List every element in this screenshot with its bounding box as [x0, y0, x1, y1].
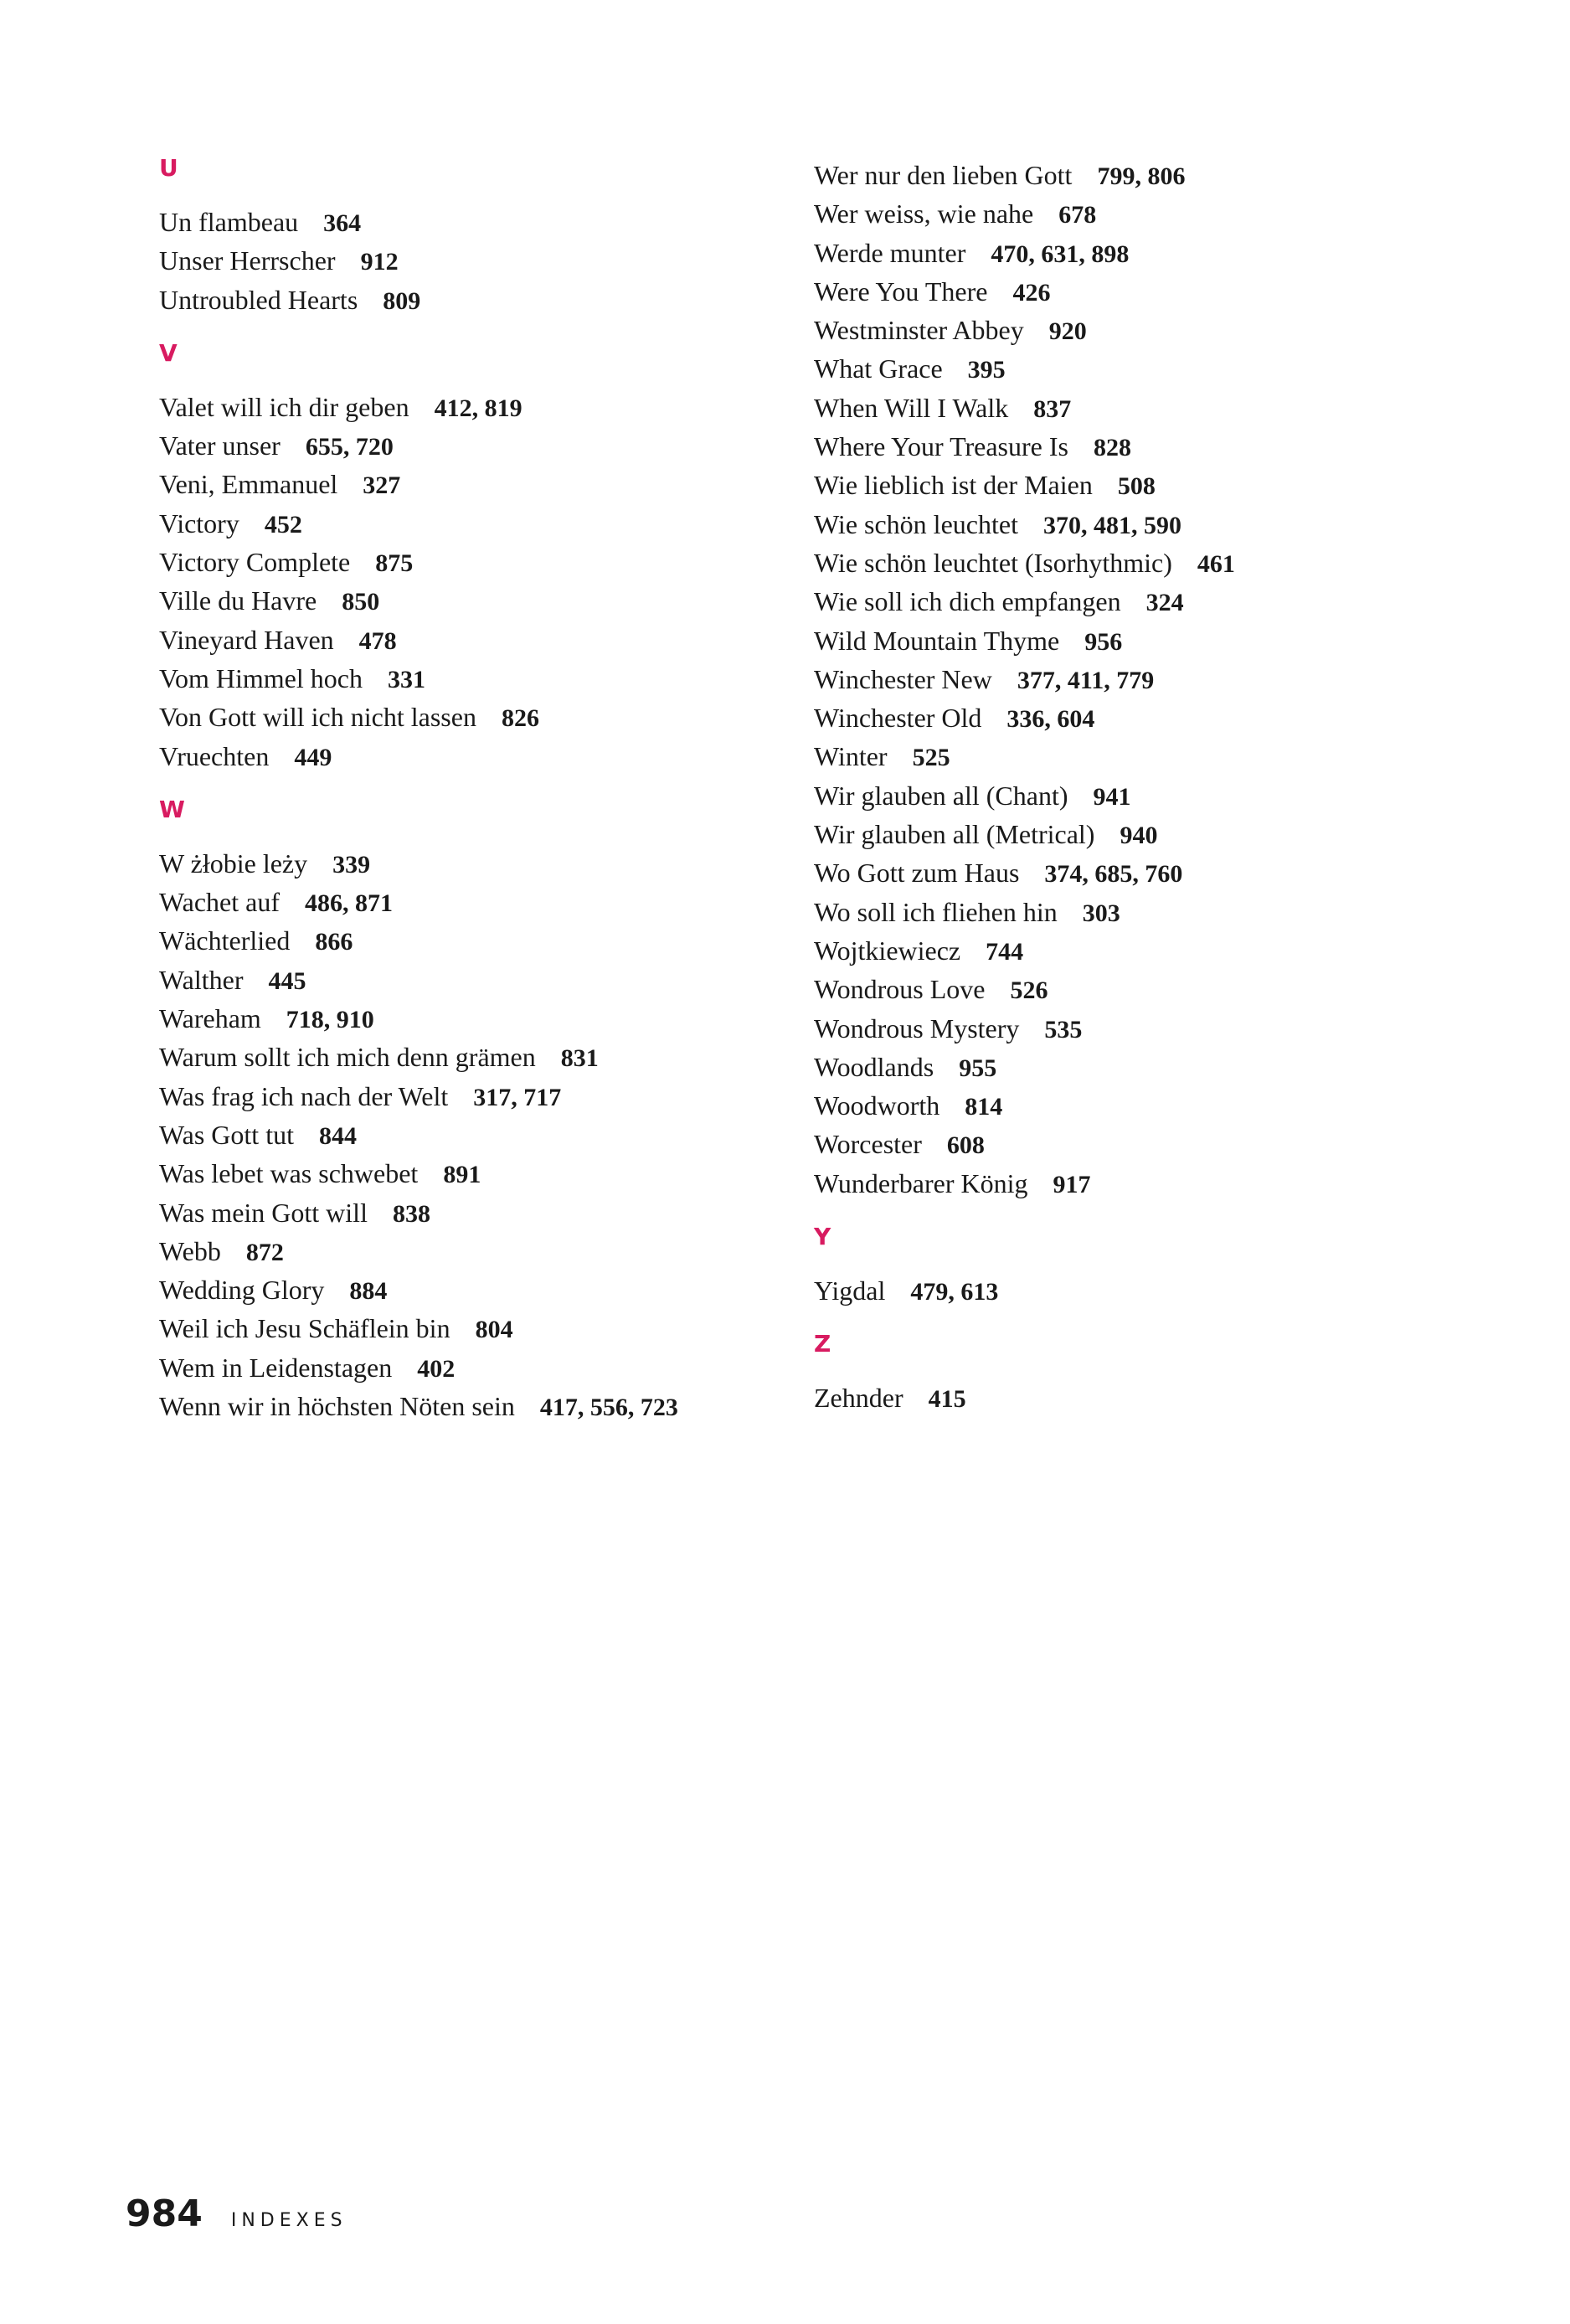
tune-name: Werde munter — [814, 237, 966, 268]
index-entry — [159, 1038, 829, 1076]
tune-name: Un flambeau — [159, 207, 299, 237]
section-letter: U — [159, 154, 178, 182]
tune-name: Vineyard Haven — [159, 624, 334, 655]
tune-name: Ville du Havre — [159, 585, 317, 616]
hymn-numbers: 331 — [387, 665, 425, 693]
tune-name: Victory — [159, 508, 239, 538]
tune-name: Wo soll ich fliehen hin — [814, 896, 1058, 927]
hymn-numbers: 831 — [560, 1044, 599, 1073]
tune-name: Wondrous Mystery — [814, 1013, 1020, 1043]
index-entry — [159, 426, 829, 465]
tune-name: Untroubled Hearts — [159, 284, 358, 315]
hymn-numbers: 478 — [358, 626, 397, 655]
entry-list — [814, 1271, 1484, 1310]
tune-name: Wild Mountain Thyme — [814, 625, 1060, 656]
hymn-numbers: 804 — [475, 1316, 513, 1344]
hymn-numbers: 525 — [912, 744, 950, 772]
tune-name: Wie lieblich ist der Maien — [814, 470, 1093, 501]
index-entry — [814, 389, 1484, 427]
index-entry — [814, 1125, 1484, 1163]
index-entry — [814, 776, 1484, 815]
index-entry — [159, 1309, 829, 1348]
hymn-numbers: 608 — [946, 1131, 985, 1160]
tune-name: When Will I Walk — [814, 392, 1009, 423]
index-entry — [814, 737, 1484, 776]
tune-name: Winchester Old — [814, 703, 982, 734]
entry-list — [814, 1378, 1484, 1417]
tune-name: Wedding Glory — [159, 1275, 325, 1306]
hymn-numbers: 317, 717 — [473, 1083, 562, 1111]
hymn-numbers: 872 — [245, 1238, 284, 1266]
index-entry — [814, 427, 1484, 466]
hymn-numbers: 891 — [443, 1161, 481, 1189]
hymn-numbers: 324 — [1145, 589, 1184, 617]
index-entry — [159, 737, 829, 776]
index-entry — [159, 581, 829, 620]
tune-name: Warum sollt ich mich denn grämen — [159, 1042, 536, 1073]
hymn-numbers: 535 — [1044, 1015, 1083, 1043]
hymn-numbers: 912 — [360, 248, 399, 276]
index-entry — [814, 698, 1484, 737]
index-entry — [159, 1077, 829, 1116]
running-head: INDEXES — [230, 2210, 347, 2231]
tune-name: Wo Gott zum Haus — [814, 858, 1020, 889]
tune-name: Wondrous Love — [814, 974, 986, 1005]
hymn-numbers: 799, 806 — [1097, 162, 1186, 190]
index-entry — [814, 505, 1484, 544]
hymn-numbers: 445 — [268, 966, 306, 995]
entry-list — [814, 156, 1484, 1203]
hymn-numbers: 678 — [1058, 201, 1097, 229]
hymn-numbers: 303 — [1082, 899, 1120, 927]
index-section — [814, 156, 1484, 1203]
index-entry — [159, 1270, 829, 1309]
tune-name: Vater unser — [159, 430, 281, 461]
hymn-numbers: 844 — [318, 1121, 357, 1150]
tune-name: Wächterlied — [159, 925, 291, 956]
hymn-numbers: 655, 720 — [305, 433, 394, 461]
index-entry — [159, 659, 829, 698]
index-section — [159, 797, 829, 1425]
hymn-numbers: 364 — [323, 209, 362, 237]
index-entry — [159, 1193, 829, 1232]
hymn-numbers: 508 — [1117, 472, 1156, 501]
tune-name: Yigdal — [814, 1275, 886, 1306]
index-entry — [814, 853, 1484, 892]
index-entry — [814, 1164, 1484, 1203]
section-letter: Z — [814, 1330, 831, 1358]
index-section — [814, 1332, 1484, 1417]
tune-name: Wojtkiewiecz — [814, 935, 961, 966]
index-entry — [814, 349, 1484, 388]
index-entry — [814, 893, 1484, 931]
hymn-numbers: 374, 685, 760 — [1044, 860, 1183, 889]
hymn-numbers: 884 — [349, 1277, 388, 1306]
index-column-right — [814, 156, 1484, 1418]
tune-name: Was mein Gott will — [159, 1197, 368, 1228]
hymn-numbers: 814 — [965, 1093, 1003, 1121]
tune-name: Wenn wir in höchsten Nöten sein — [159, 1391, 515, 1422]
index-entry — [159, 1232, 829, 1270]
tune-name: Wie schön leuchtet (Isorhythmic) — [814, 547, 1172, 578]
hymn-numbers: 327 — [363, 471, 401, 500]
index-entry — [159, 1154, 829, 1193]
index-entry — [814, 194, 1484, 233]
entry-list — [159, 203, 829, 319]
hymn-numbers: 526 — [1010, 976, 1048, 1005]
tune-name: Was Gott tut — [159, 1119, 294, 1150]
hymn-numbers: 452 — [264, 510, 302, 538]
hymn-numbers: 395 — [967, 356, 1006, 384]
index-entry — [159, 999, 829, 1038]
tune-name: Winter — [814, 741, 888, 772]
tune-name: Wie soll ich dich empfangen — [814, 586, 1121, 617]
hymn-numbers: 940 — [1120, 822, 1158, 850]
hymn-numbers: 415 — [928, 1385, 966, 1414]
hymn-numbers: 336, 604 — [1006, 705, 1095, 734]
index-entry — [159, 621, 829, 659]
hymn-numbers: 941 — [1093, 782, 1131, 811]
hymn-numbers: 866 — [315, 928, 353, 956]
index-entry — [159, 281, 829, 319]
index-entry — [159, 883, 829, 921]
hymn-numbers: 838 — [392, 1199, 430, 1228]
tune-name: Wir glauben all (Metrical) — [814, 819, 1095, 850]
tune-name: Was lebet was schwebet — [159, 1158, 419, 1189]
hymn-numbers: 718, 910 — [286, 1006, 374, 1034]
hymn-numbers: 377, 411, 779 — [1017, 666, 1155, 694]
index-entry — [159, 921, 829, 960]
page-number: 984 — [126, 2193, 203, 2235]
tune-name: Veni, Emmanuel — [159, 469, 338, 500]
index-entry — [159, 1348, 829, 1387]
tune-name: Von Gott will ich nicht lassen — [159, 702, 476, 733]
hymn-numbers: 470, 631, 898 — [991, 240, 1130, 268]
tune-name: Wem in Leidenstagen — [159, 1352, 393, 1383]
index-entry — [814, 1009, 1484, 1048]
tune-name: Weil ich Jesu Schäflein bin — [159, 1313, 450, 1344]
hymn-numbers: 479, 613 — [910, 1278, 999, 1306]
hymn-numbers: 955 — [959, 1054, 997, 1082]
index-entry — [159, 961, 829, 999]
index-entry — [814, 544, 1484, 582]
hymn-numbers: 809 — [383, 286, 421, 315]
tune-name: Wie schön leuchtet — [814, 508, 1018, 539]
tune-name: Where Your Treasure Is — [814, 431, 1068, 462]
index-entry — [814, 1271, 1484, 1310]
index-entry — [159, 203, 829, 241]
index-entry — [814, 931, 1484, 970]
hymn-numbers: 828 — [1093, 434, 1131, 462]
index-entry — [814, 1086, 1484, 1125]
tune-name: Wer nur den lieben Gott — [814, 160, 1073, 190]
hymn-numbers: 461 — [1197, 549, 1235, 578]
hymn-numbers: 486, 871 — [305, 889, 393, 918]
tune-name: Winchester New — [814, 663, 992, 694]
hymn-numbers: 917 — [1053, 1170, 1091, 1198]
hymn-numbers: 370, 481, 590 — [1042, 511, 1181, 539]
tune-name: What Grace — [814, 353, 943, 384]
tune-name: Webb — [159, 1235, 221, 1266]
index-entry — [814, 234, 1484, 272]
tune-name: Wunderbarer König — [814, 1167, 1028, 1198]
tune-name: W żłobie leży — [159, 848, 308, 879]
tune-name: Wer weiss, wie nahe — [814, 198, 1034, 229]
tune-name: Walther — [159, 964, 244, 995]
tune-name: Valet will ich dir geben — [159, 391, 409, 422]
tune-name: Unser Herrscher — [159, 245, 336, 276]
section-letter: Y — [814, 1223, 831, 1251]
tune-name: Westminster Abbey — [814, 315, 1024, 346]
tune-name: Were You There — [814, 276, 988, 307]
tune-name: Woodlands — [814, 1051, 934, 1082]
index-entry — [814, 466, 1484, 504]
tune-name: Wareham — [159, 1003, 261, 1034]
index-entry — [814, 660, 1484, 698]
index-entry — [159, 1116, 829, 1154]
index-section — [159, 338, 829, 776]
index-entry — [814, 1048, 1484, 1086]
index-entry — [814, 156, 1484, 194]
tune-name: Victory Complete — [159, 547, 351, 578]
tune-name: Wir glauben all (Chant) — [814, 780, 1068, 811]
hymn-numbers: 412, 819 — [434, 394, 522, 422]
section-letter: V — [159, 338, 178, 367]
tune-name: Zehnder — [814, 1383, 903, 1414]
hymn-numbers: 402 — [417, 1354, 456, 1383]
entry-list — [159, 388, 829, 776]
index-entry — [159, 543, 829, 581]
hymn-numbers: 449 — [294, 743, 332, 771]
index-entry — [159, 698, 829, 736]
section-letter: W — [159, 795, 185, 823]
index-entry — [159, 504, 829, 543]
hymn-numbers: 826 — [501, 704, 539, 733]
tune-name: Wachet auf — [159, 887, 280, 918]
index-entry — [159, 388, 829, 426]
hymn-numbers: 339 — [332, 850, 371, 879]
index-entry — [814, 1378, 1484, 1417]
hymn-numbers: 875 — [375, 549, 414, 578]
index-column-left — [159, 156, 829, 1425]
page-footer — [126, 2193, 347, 2243]
index-entry — [814, 815, 1484, 853]
tune-name: Woodworth — [814, 1090, 940, 1121]
tune-name: Was frag ich nach der Welt — [159, 1080, 449, 1111]
hymn-numbers: 426 — [1012, 278, 1051, 307]
index-entry — [814, 582, 1484, 621]
index-section — [814, 1224, 1484, 1310]
entry-list — [159, 844, 829, 1425]
tune-name: Worcester — [814, 1129, 922, 1160]
hymn-numbers: 837 — [1033, 394, 1072, 423]
index-entry — [814, 272, 1484, 311]
hymn-numbers: 956 — [1084, 627, 1123, 656]
index-section — [159, 156, 829, 319]
index-entry — [814, 621, 1484, 660]
hymn-numbers: 850 — [342, 588, 380, 616]
hymn-numbers: 920 — [1048, 317, 1087, 346]
index-entry — [159, 1387, 829, 1425]
index-entry — [814, 970, 1484, 1008]
tune-name: Vom Himmel hoch — [159, 662, 363, 693]
index-entry — [159, 465, 829, 503]
tune-name: Vruechten — [159, 740, 270, 771]
hymn-numbers: 417, 556, 723 — [539, 1394, 678, 1422]
hymn-numbers: 744 — [986, 937, 1024, 966]
index-entry — [814, 311, 1484, 349]
index-entry — [159, 844, 829, 883]
index-entry — [159, 241, 829, 280]
